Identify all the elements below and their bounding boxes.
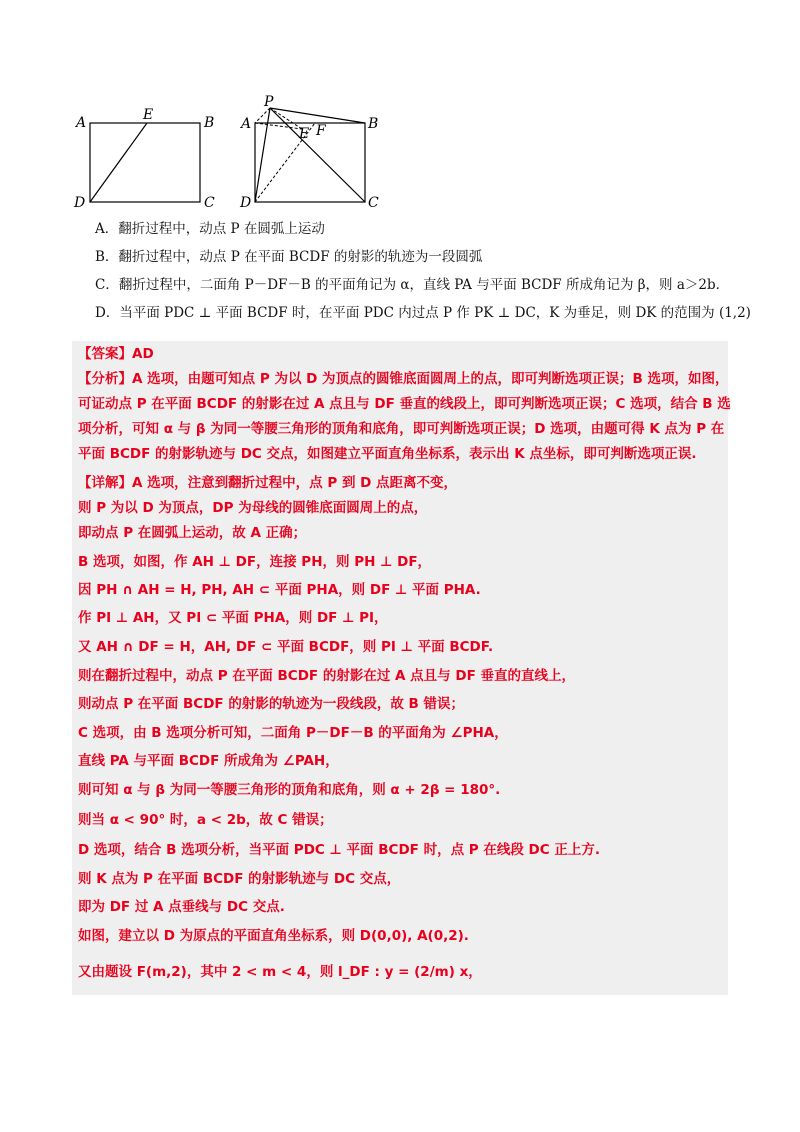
label-c-right: C <box>368 195 379 211</box>
detail-line: 直线 PA 与平面 BCDF 所成角为 ∠PAH， <box>78 753 339 769</box>
label-p: P <box>264 94 274 110</box>
detail-line: B 选项，如图，作 AH ⊥ DF，连接 PH，则 PH ⊥ DF， <box>78 554 432 570</box>
segment-pb <box>270 108 365 123</box>
detail-line: 则当 α < 90° 时，a < 2b，故 C 错误； <box>78 812 333 828</box>
detail-line: 则在翻折过程中，动点 P 在平面 BCDF 的射影在过 A 点且与 DF 垂直的直线上， <box>78 668 575 684</box>
analysis-line: 可证动点 P 在平面 BCDF 的射影在过 A 点且与 DF 垂直的线段上，即可判断选项正误；C 选项，结合 B 选 <box>78 396 731 412</box>
detail-line: D 选项，结合 B 选项分析，当平面 PDC ⊥ 平面 BCDF 时，点 P 在线段 DC 正上方. <box>78 842 601 858</box>
analysis-line: 【分析】A 选项，由题可知点 P 为以 D 为顶点的圆锥底面圆周上的点，即可判断选项正误；B 选项，如图， <box>78 371 729 387</box>
analysis-line: 项分析，可知 α 与 β 为同一等腰三角形的顶角和底角，即可判断选项正误；D 选项，由题可得 K 点为 P 在 <box>78 421 725 437</box>
segment-ah <box>255 123 302 129</box>
label-e: E <box>143 107 154 123</box>
label-d: D <box>74 195 86 211</box>
detail-line: 又 AH ∩ DF = H，AH, DF ⊂ 平面 BCDF，则 PI ⊥ 平面 BCDF. <box>78 639 494 655</box>
segment-pd <box>255 108 270 202</box>
detail-line: 【详解】A 选项，注意到翻折过程中，点 P 到 D 点距离不变， <box>78 475 458 491</box>
rectangle-abcd <box>90 123 200 202</box>
label-b: B <box>204 115 215 131</box>
detail-line: 则 P 为以 D 为顶点，DP 为母线的圆锥底面圆周上的点， <box>78 500 428 516</box>
segment-de <box>90 123 147 202</box>
analysis-line: 平面 BCDF 的射影轨迹与 DC 交点，如图建立平面直角坐标系，表示出 K 点坐标，即可判断选项正误. <box>78 446 697 462</box>
label-a-right: A <box>241 116 252 132</box>
geometry-figures <box>70 92 400 217</box>
detail-line: 又由题设 F(m,2)，其中 2 < m < 4，则 l_DF : y = (2/m) x， <box>78 964 482 980</box>
detail-line: 如图，建立以 D 为原点的平面直角坐标系，则 D(0,0), A(0,2). <box>78 928 469 944</box>
option-b: B．翻折过程中，动点 P 在平面 BCDF 的射影的轨迹为一段圆弧 <box>95 249 483 265</box>
answer-line: 【答案】AD <box>78 346 154 362</box>
detail-line: 则动点 P 在平面 BCDF 的射影的轨迹为一段线段，故 B 错误； <box>78 696 465 712</box>
label-a: A <box>76 115 87 131</box>
option-c: C．翻折过程中，二面角 P－DF－B 的平面角记为 α，直线 PA 与平面 BCDF 所成角记为 β，则 a＞2b． <box>95 277 730 293</box>
figure-right <box>239 94 379 211</box>
detail-line: 即动点 P 在圆弧上运动，故 A 正确； <box>78 525 307 541</box>
solution-panel <box>72 341 731 995</box>
detail-line: C 选项，由 B 选项分析可知，二面角 P－DF－B 的平面角为 ∠PHA， <box>78 725 508 741</box>
label-c: C <box>204 195 215 211</box>
option-a: A．翻折过程中，动点 P 在圆弧上运动 <box>95 221 325 237</box>
label-b-right: B <box>368 116 379 132</box>
answer-options <box>95 220 751 332</box>
detail-line: 即为 DF 过 A 点垂线与 DC 交点. <box>78 899 285 915</box>
label-d-right: D <box>240 195 252 211</box>
label-e-right: E <box>299 126 310 142</box>
label-f-right: F <box>316 123 326 139</box>
rectangle-abcd-folded <box>255 123 365 202</box>
detail-line: 作 PI ⊥ AH，又 PI ⊂ 平面 PHA，则 DF ⊥ PI， <box>78 610 388 626</box>
option-d: D．当平面 PDC ⊥ 平面 BCDF 时，在平面 PDC 内过点 P 作 PK ⊥ DC，K 为垂足，则 DK 的范围为 (1,2) <box>95 305 751 321</box>
detail-line: 则可知 α 与 β 为同一等腰三角形的顶角和底角，则 α + 2β = 180°. <box>78 782 501 798</box>
detail-line: 则 K 点为 P 在平面 BCDF 的射影轨迹与 DC 交点， <box>78 871 401 887</box>
figure-left <box>73 107 215 211</box>
detail-line: 因 PH ∩ AH = H, PH, AH ⊂ 平面 PHA，则 DF ⊥ 平面 PHA. <box>78 582 481 598</box>
